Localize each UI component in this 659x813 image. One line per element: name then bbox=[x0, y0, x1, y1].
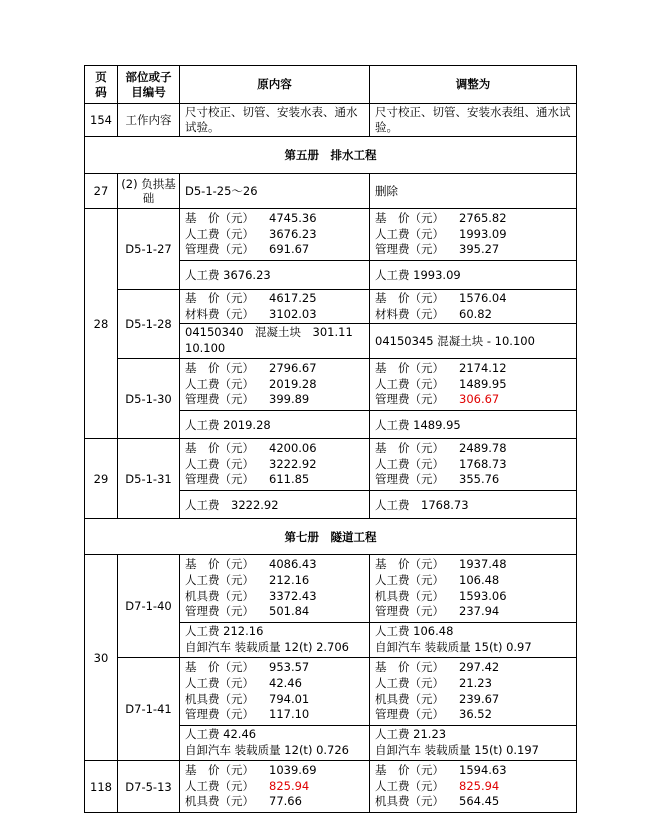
value-line: 管理费（元） 395.27 bbox=[375, 242, 500, 257]
value-line: 自卸汽车 装载质量 15(t) 0.97 bbox=[375, 640, 532, 654]
original-content bbox=[180, 209, 370, 261]
value-line: 人工费（元） 21.23 bbox=[375, 675, 492, 690]
value-line: 管理费（元） 501.84 bbox=[185, 604, 310, 619]
original-content bbox=[180, 555, 370, 623]
value-line: 人工费 21.23 bbox=[375, 727, 447, 742]
value-line: 机具费（元） 794.01 bbox=[185, 691, 310, 706]
original-content bbox=[180, 359, 370, 411]
adjusted-content: 人工费 1993.09 bbox=[370, 261, 577, 290]
table-row bbox=[85, 104, 577, 137]
header-row bbox=[85, 66, 577, 104]
value-line: 人工费（元） 212.16 bbox=[185, 572, 310, 587]
value-line: 人工费（元） 42.46 bbox=[185, 675, 302, 690]
table-row bbox=[85, 174, 577, 209]
part-code: 工作内容 bbox=[118, 104, 180, 137]
adjusted-content: 尺寸校正、切管、安装水表组、通水试验。 bbox=[370, 104, 577, 137]
table-row bbox=[85, 555, 577, 623]
header-part: 部位或子目编号 bbox=[118, 66, 180, 104]
original-content: 人工费 3676.23 bbox=[180, 261, 370, 290]
original-content bbox=[180, 658, 370, 726]
value-line: 管理费（元） 691.67 bbox=[185, 242, 310, 257]
original-content bbox=[180, 324, 370, 359]
value-line: 管理费（元） 237.94 bbox=[375, 604, 500, 619]
value-line: 人工费（元） 106.48 bbox=[375, 572, 500, 587]
value-line: 人工费（元） 1489.95 bbox=[375, 376, 507, 391]
page-number: 27 bbox=[85, 174, 118, 209]
value-line: 人工费（元） 1768.73 bbox=[375, 456, 507, 471]
adjusted-content bbox=[370, 555, 577, 623]
value-line: 人工费（元） 1993.09 bbox=[375, 226, 507, 241]
value-line: 基 价（元） 2765.82 bbox=[375, 211, 507, 226]
value-line: 人工费 42.46 bbox=[185, 727, 257, 742]
value-line: 机具费（元） 564.45 bbox=[375, 794, 500, 809]
part-code: D7-5-13 bbox=[118, 761, 180, 813]
value-line: 机具费（元） 239.67 bbox=[375, 691, 500, 706]
original-content: D5-1-25～26 bbox=[180, 174, 370, 209]
section-row bbox=[85, 519, 577, 555]
adjusted-content: 人工费 1489.95 bbox=[370, 411, 577, 439]
part-code: D7-1-41 bbox=[118, 658, 180, 761]
value-line: 材料费（元） 60.82 bbox=[375, 306, 492, 321]
adjusted-content bbox=[370, 761, 577, 813]
value-line: 自卸汽车 装载质量 15(t) 0.197 bbox=[375, 743, 540, 757]
highlighted-value: 825.94 bbox=[269, 778, 310, 793]
section-row bbox=[85, 137, 577, 174]
original-content bbox=[180, 439, 370, 491]
value-line: 自卸汽车 装载质量 12(t) 2.706 bbox=[185, 640, 350, 654]
header-page: 页码 bbox=[85, 66, 118, 104]
value-line: 机具费（元） 1593.06 bbox=[375, 588, 507, 603]
page-number: 30 bbox=[85, 555, 118, 761]
page-number: 118 bbox=[85, 761, 118, 813]
highlighted-value: 825.94 bbox=[459, 778, 500, 793]
page-number: 28 bbox=[85, 209, 118, 439]
value-line: 人工费（元） 825.94 bbox=[375, 778, 500, 793]
section-title-7: 第七册 隧道工程 bbox=[85, 519, 577, 555]
value-line: 人工费（元） 3676.23 bbox=[185, 226, 317, 241]
value-line: 管理费（元） 355.76 bbox=[375, 472, 500, 487]
value-line: 管理费（元） 36.52 bbox=[375, 707, 492, 722]
part-code: D5-1-28 bbox=[118, 290, 180, 359]
value-line: 基 价（元） 2489.78 bbox=[375, 441, 507, 456]
adjusted-content bbox=[370, 658, 577, 726]
part-code: D5-1-30 bbox=[118, 359, 180, 439]
table-row bbox=[85, 290, 577, 324]
adjusted-content bbox=[370, 726, 577, 761]
value-line: 10.100 bbox=[185, 341, 226, 355]
adjusted-content bbox=[370, 290, 577, 324]
value-line: 04150340 混凝土块 301.11 bbox=[185, 325, 353, 340]
original-content bbox=[180, 290, 370, 324]
value-line: 基 价（元） 953.57 bbox=[185, 660, 310, 675]
page-number: 29 bbox=[85, 439, 118, 519]
page-number: 154 bbox=[85, 104, 118, 137]
part-code: D5-1-31 bbox=[118, 439, 180, 519]
value-line: 自卸汽车 装载质量 12(t) 0.726 bbox=[185, 743, 350, 757]
adjusted-content bbox=[370, 359, 577, 411]
adjusted-content: 删除 bbox=[370, 174, 577, 209]
original-content: 人工费 3222.92 bbox=[180, 491, 370, 519]
value-line: 人工费 106.48 bbox=[375, 624, 454, 639]
value-line: 人工费（元） 825.94 bbox=[185, 778, 310, 793]
value-line: 管理费（元） 117.10 bbox=[185, 707, 310, 722]
highlighted-value: 306.67 bbox=[459, 392, 500, 407]
adjusted-content bbox=[370, 439, 577, 491]
value-line: 基 价（元） 4086.43 bbox=[185, 557, 317, 572]
original-content bbox=[180, 623, 370, 658]
value-line: 基 价（元） 4617.25 bbox=[185, 290, 317, 305]
table-row bbox=[85, 359, 577, 411]
header-original: 原内容 bbox=[180, 66, 370, 104]
value-line: 基 价（元） 2796.67 bbox=[185, 361, 317, 376]
value-line: 基 价（元） 1576.04 bbox=[375, 290, 507, 305]
value-line: 人工费 212.16 bbox=[185, 624, 264, 639]
adjusted-content: 人工费 1768.73 bbox=[370, 491, 577, 519]
value-line: 基 价（元） 1594.63 bbox=[375, 763, 507, 778]
value-line: 基 价（元） 1039.69 bbox=[185, 763, 317, 778]
section-title-5: 第五册 排水工程 bbox=[85, 137, 577, 174]
value-line: 基 价（元） 297.42 bbox=[375, 660, 500, 675]
table-row bbox=[85, 658, 577, 726]
value-line: 基 价（元） 1937.48 bbox=[375, 557, 507, 572]
value-line: 人工费（元） 3222.92 bbox=[185, 456, 317, 471]
table-row bbox=[85, 439, 577, 491]
value-line: 管理费（元） 306.67 bbox=[375, 392, 500, 407]
value-line: 基 价（元） 2174.12 bbox=[375, 361, 507, 376]
part-code: (2) 负拱基础 bbox=[118, 174, 180, 209]
original-content: 人工费 2019.28 bbox=[180, 411, 370, 439]
adjusted-content bbox=[370, 623, 577, 658]
table-row bbox=[85, 761, 577, 813]
value-line: 基 价（元） 4745.36 bbox=[185, 211, 317, 226]
value-line: 管理费（元） 611.85 bbox=[185, 472, 310, 487]
part-code: D5-1-27 bbox=[118, 209, 180, 290]
value-line: 人工费（元） 2019.28 bbox=[185, 376, 317, 391]
value-line: 机具费（元） 77.66 bbox=[185, 794, 302, 809]
adjusted-content bbox=[370, 209, 577, 261]
table-row bbox=[85, 209, 577, 261]
value-line: 基 价（元） 4200.06 bbox=[185, 441, 317, 456]
value-line: 材料费（元） 3102.03 bbox=[185, 306, 317, 321]
value-line: 机具费（元） 3372.43 bbox=[185, 588, 317, 603]
value-line: 管理费（元） 399.89 bbox=[185, 392, 310, 407]
original-content bbox=[180, 761, 370, 813]
header-adjusted: 调整为 bbox=[370, 66, 577, 104]
adjusted-content: 04150345 混凝土块 - 10.100 bbox=[370, 324, 577, 359]
errata-table bbox=[84, 65, 577, 813]
original-content bbox=[180, 726, 370, 761]
original-content: 尺寸校正、切管、安装水表、通水试验。 bbox=[180, 104, 370, 137]
part-code: D7-1-40 bbox=[118, 555, 180, 658]
